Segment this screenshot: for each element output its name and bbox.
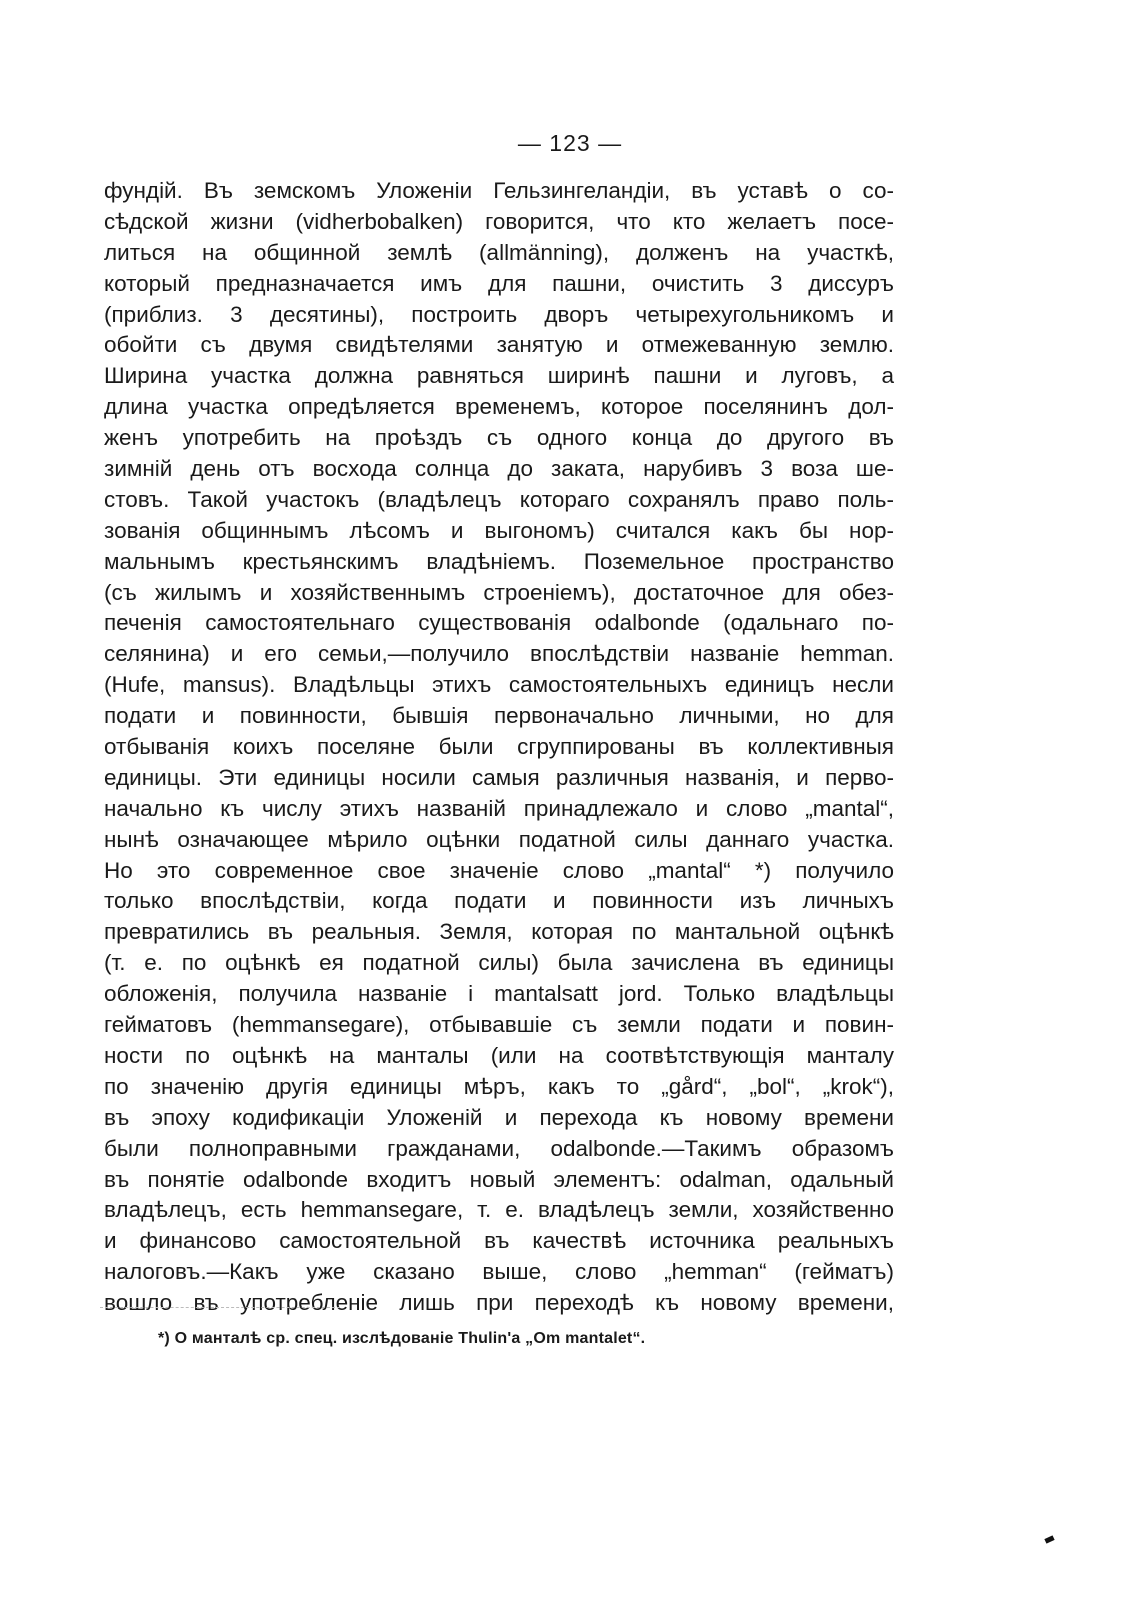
text-line: были полноправными гражданами, odalbonde.—Такимъ образомъ [104,1135,894,1161]
text-line: вошло въ употребленіе лишь при переходѣ къ новому времени, [104,1290,894,1316]
body-text [104,176,894,1319]
text-line: владѣлецъ, есть hemmansegare, т. е. владѣлецъ земли, хозяйственно [104,1197,894,1223]
text-line: (т. е. по оцѣнкѣ ея податной силы) была зачислена въ единицы [104,950,894,976]
text-line: Ширина участка должна равняться ширинѣ пашни и луговъ, а [104,363,894,389]
text-line: (Hufe, mansus). Владѣльцы этихъ самостоятельныхъ единицъ несли [104,672,894,698]
text-line: (приблиз. 3 десятины), построить дворъ четырехугольникомъ и [104,301,894,327]
text-line: отбыванія коихъ поселяне были сгруппированы въ коллективныя [104,734,894,760]
text-line: мальнымъ крестьянскимъ владѣніемъ. Поземельное пространство [104,548,894,574]
text-line: единицы. Эти единицы носили самыя различныя названія, и перво- [104,764,894,790]
text-line: ности по оцѣнкѣ на манталы (или на соотвѣтствующія манталу [104,1042,894,1068]
text-line: только впослѣдствіи, когда подати и повинности изъ личныхъ [104,888,894,914]
text-line: длина участка опредѣляется временемъ, которое поселянинъ дол- [104,394,894,420]
text-line: начально къ числу этихъ названій принадлежало и слово „mantal“, [104,795,894,821]
text-line: налоговъ.—Какъ уже сказано выше, слово „hemman“ (гейматъ) [104,1259,894,1285]
text-line: печенія самостоятельнаго существованія odalbonde (одальнаго по- [104,610,894,636]
text-line: фундій. Въ земскомъ Уложеніи Гельзингеландіи, въ уставѣ о со- [104,178,894,203]
text-line: сѣдской жизни (vidherbobalken) говорится, что кто желаетъ посе- [104,208,894,234]
text-line: обложенія, получила названіе i mantalsatt jord. Только владѣльцы [104,981,894,1007]
text-line: стовъ. Такой участокъ (владѣлецъ котораго сохранялъ право поль- [104,486,894,512]
text-line: литься на общинной землѣ (allmänning), долженъ на участкѣ, [104,239,894,265]
text-line: въ эпоху кодификаціи Уложеній и перехода къ новому времени [104,1104,894,1130]
text-line: въ понятіе odalbonde входитъ новый элементъ: odalman, одальный [104,1166,894,1192]
page-number: — 123 — [517,130,623,156]
text-line: (съ жилымъ и хозяйственнымъ строеніемъ), достаточное для обез- [104,579,894,605]
text-line: гейматовъ (hemmansegare), отбывавшіе съ земли подати и повин- [104,1012,894,1038]
text-line: зимній день отъ восхода солнца до заката, нарубивъ 3 воза ше- [104,456,894,482]
text-line: селянина) и его семьи,—получило впослѣдствіи названіе hemman. [104,641,894,667]
text-line: который предназначается имъ для пашни, очистить 3 диссуръ [104,270,894,296]
footnote-divider [100,1307,340,1308]
text-line: женъ употребить на проѣздъ съ одного конца до другого въ [104,425,894,451]
text-line: Но это современное свое значеніе слово „mantal“ *) получило [104,857,894,883]
text-line: нынѣ означающее мѣрило оцѣнки податной силы даннаго участка. [104,826,894,852]
text-line: зованія общиннымъ лѣсомъ и выгономъ) считался какъ бы нор- [104,517,894,543]
text-line: превратились въ реальныя. Земля, которая по мантальной оцѣнкѣ [104,919,894,945]
text-line: и финансово самостоятельной въ качествѣ источника реальныхъ [104,1228,894,1254]
text-line: по значенію другія единицы мѣръ, какъ то „gård“, „bol“, „krok“), [104,1073,894,1099]
text-line: обойти съ двумя свидѣтелями занятую и отмежеванную землю. [104,332,894,358]
footnote: *) О манталѣ ср. спец. изслѣдованіе Thulin'a „Om mantalet“. [158,1330,646,1347]
text-line: подати и повинности, бывшія первоначально личными, но для [104,703,894,729]
scan-speck [1044,1535,1054,1543]
